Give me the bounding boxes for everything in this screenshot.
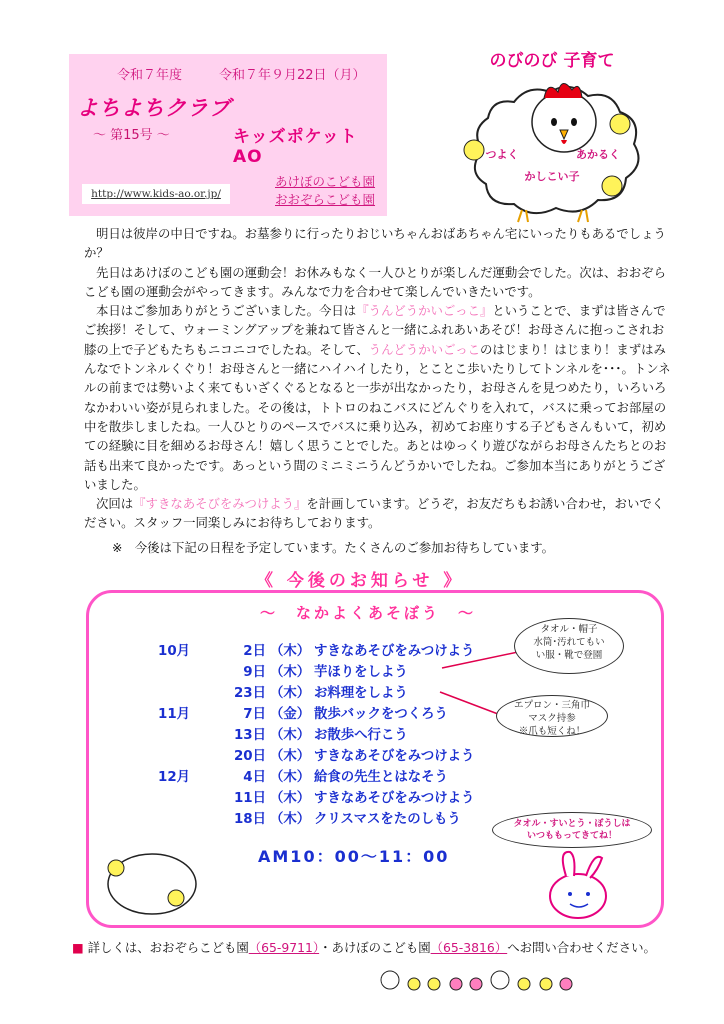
callout3-line1: タオル・すいとう・ぼうしは: [513, 819, 631, 829]
schedule-day: 23日: [233, 686, 266, 701]
schedule-day: 20日: [233, 749, 266, 764]
callout1-line2: 水筒･汚れてもい: [533, 637, 605, 648]
schedule-day: 7日: [243, 707, 266, 722]
schedule-activity: 散歩バックをつくろう: [314, 707, 448, 722]
schedule-day: 18日: [233, 812, 266, 827]
schedule-day: 2日: [243, 644, 266, 659]
schedule-weekday: （木）: [270, 812, 311, 827]
session-time: AM10：00～11：00: [258, 847, 450, 866]
schedule-weekday: （木）: [270, 770, 311, 785]
schedule-weekday: （木）: [270, 749, 311, 764]
schedule-month: 11月: [158, 707, 191, 722]
schedule-activity: お料理をしよう: [314, 686, 408, 701]
callout2-line1: エプロン・三角巾: [513, 700, 590, 711]
p3-text-c: ということで、まずは皆さんでご挨拶！そして、ウォーミングアップを兼ねて皆さんと一緒にふれあいあそび！お母さんに抱っこされお膝の上で子どもたちもニコニコでしたね。そして、: [84, 303, 666, 357]
logo-word-smart: かしこい子: [524, 170, 580, 183]
callout2-line3: ※爪も短くね！: [518, 726, 586, 737]
callout2-line2: マスク持参: [528, 713, 576, 724]
event-name-highlight-2: うんどうかいごっこ: [368, 341, 481, 357]
schedule-activity: すきなあそびをみつけよう: [314, 749, 475, 764]
footer-text-3: へお問い合わせください。: [507, 940, 656, 955]
schedule-month: 12月: [158, 770, 191, 785]
logo-word-bright: あかるく: [576, 148, 620, 161]
schedule-weekday: （金）: [270, 707, 311, 722]
schedule-day: 4日: [243, 770, 266, 785]
paragraph-1: 明日は彼岸の中日ですね。お墓参りに行ったりおじいちゃんおばあちゃん宅にいったりもあるでしょうか？: [84, 226, 666, 261]
p3-text-a: 本日はご参加ありがとうございました。今日は: [96, 303, 357, 319]
schedule-day: 11日: [233, 791, 266, 806]
footer-text-2: ・あけぼのこども園: [319, 940, 431, 955]
callout3-line2: いつももってきてね！: [526, 831, 617, 841]
callout-always-bring: [492, 812, 652, 848]
issue-date: 令和７年９月22日（月）: [219, 68, 366, 83]
p4-text-a: 次回は: [96, 496, 134, 512]
club-name: よちよちクラブ: [77, 96, 231, 120]
paragraph-2: 先日はあけぼのこども園の運動会！お休みもなく一人ひとりが楽しんだ運動会でした。次は、おおぞらこども園の運動会がやってきます。みんなで力を合わせて楽しんでいきたいです。: [84, 264, 666, 299]
phone-oozora[interactable]: （65-9711）: [248, 940, 320, 955]
kids-pocket-title: キッズポケット AO: [233, 127, 358, 167]
footer-text-1: 詳しくは、おおぞらこども園: [87, 940, 249, 955]
schedule-activity: 給食の先生とはなそう: [314, 770, 448, 785]
schedule-title: ～ なかよくあそぼう ～: [260, 604, 477, 622]
p4-text-c: を計画しています。どうぞ，お友だちもお誘い合わせ，おいでください。スタッフ一同楽しみにお待ちしております。: [84, 496, 665, 531]
schedule-activity: 芋ほりをしよう: [314, 665, 408, 680]
contact-footer: [72, 938, 656, 956]
bullet-square-icon: ■: [72, 940, 84, 955]
schedule-activity: すきなあそびをみつけよう: [314, 791, 475, 806]
next-event-highlight: 『すきなあそびをみつけよう』: [133, 496, 307, 512]
schedule-activity: お散歩へ行こう: [314, 728, 408, 743]
schedule-activity: クリスマスをたのしもう: [314, 812, 461, 827]
callout-cooking-items: [496, 695, 608, 737]
schedule-weekday: （木）: [270, 791, 311, 806]
p3-text-e: のはじまり！はじまり！まずはみんなでトンネルくぐり！お母さんと一緒にハイハイしたり，とことこ歩いたりしてトンネルを･･･。トンネルの前までは勢いよく来てもいざくぐるとなると一歩が出なかったり，お母さんを見つめたり，いろいろなかわいい姿が見られました。その後は，トトロのねこバスにどんぐりを入れて，バスに乗ってお部屋の中を散歩しましたね。一人ひとりのペースでバスに乗り込み，初めてお座りする子どもさんもいて，初めての経験に目を細めるお母さん！嬉しく思うことでした。あとはゆっくり遊びながらお母さんたちとのお話も出来て良かったです。あっという間のミニミニうんどうかいでしたね。ご参加本当にありがとうございました。: [84, 341, 671, 492]
fiscal-year: 令和７年度: [117, 68, 183, 83]
school-oozora: おおぞらこども園: [275, 192, 376, 207]
callout-bring-items: [514, 618, 624, 674]
callout1-line1: タオル・帽子: [540, 624, 598, 635]
phone-akebono[interactable]: （65-3816）: [430, 940, 508, 955]
schedule-day: 9日: [243, 665, 266, 680]
schedule-weekday: （木）: [270, 686, 311, 701]
schedule-weekday: （木）: [270, 644, 311, 659]
schedule-activity: すきなあそびをみつけよう: [314, 644, 475, 659]
callout1-line3: い服・靴で登園: [535, 650, 603, 661]
decorative-chicks-row: [381, 971, 572, 990]
issue-number: ～ 第15号 ～: [93, 128, 170, 143]
schedule-weekday: （木）: [270, 728, 311, 743]
website-link[interactable]: http://www.kids-ao.or.jp/: [82, 184, 230, 204]
event-name-highlight: 『うんどうかいごっこ』: [356, 303, 493, 319]
schedule-notice: ※ 今後は下記の日程を予定しています。たくさんのご参加お待ちしています。: [112, 540, 555, 555]
announcement-title: 《 今後のお知らせ 》: [256, 571, 465, 591]
logo-word-strong: つよく: [485, 148, 519, 161]
school-akebono: あけぼのこども園: [275, 174, 376, 189]
logo-title: のびのび 子育て: [489, 51, 615, 71]
schedule-weekday: （木）: [270, 665, 311, 680]
schedule-day: 13日: [233, 728, 266, 743]
schedule-month: 10月: [158, 644, 191, 659]
